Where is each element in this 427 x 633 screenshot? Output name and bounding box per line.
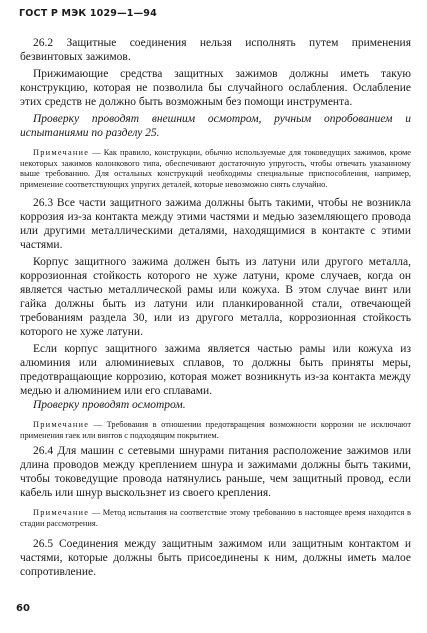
note-label: Примечание bbox=[33, 508, 90, 517]
clause-26-2: 26.2 Защитные соединения нельзя исполнять путем применения безвинтовых зажимов. bbox=[20, 37, 411, 63]
note-26-2 bbox=[20, 148, 411, 190]
note-26-4 bbox=[20, 508, 411, 529]
running-header: ГОСТ Р МЭК 1029—1—94 bbox=[19, 8, 157, 19]
clause-26-2-check: Проверку проводят внешним осмотром, ручным опробованием и испытаниями по разделу 25. bbox=[20, 113, 411, 139]
clause-26-3-check: Проверку проводят осмотром. bbox=[33, 399, 186, 411]
clause-26-3-aluminium: Если корпус защитного зажима является частью рамы или кожуха из алюминия или алюминиевых сплавов, то должны быть приняты меры, предотвращающие коррозию, которая может возникнуть из-за контакта между медью и алюминием или его сплавами. bbox=[20, 343, 411, 397]
note-text: — Как правило, конструкции, обычно используемые для токоведущих зажимов, кроме некоторых зажимов колонкового типа, обеспечивают достаточную упругость, чтобы отвечать указанному выше требованию. Для остальных конструкций необходимы специальные приспособления, например, применение соответствующих упругих деталей, которые невозможно снять случайно. bbox=[20, 148, 411, 189]
note-text: — Метод испытания на соответствие этому требованию в настоящее время находится в стадии рассмотрения. bbox=[20, 508, 411, 528]
clause-26-3-body: Корпус защитного зажима должен быть из латуни или другого металла, коррозионная стойкость которого не хуже латуни, кроме случаев, когда он является частью металлической рамы или кожуха. В этом случае винт или гайка должны быть из латуни или планкированной стали, отвечающей требованиям раздела 30, или из другого металла, коррозионная стойкость которого не хуже латуни. bbox=[20, 256, 411, 338]
clause-26-5: 26.5 Соединения между защитным зажимом или защитным контактом и частями, которые должны быть присоединены к ним, должны иметь малое сопротивление. bbox=[20, 538, 411, 578]
note-label: Примечание bbox=[33, 148, 90, 157]
note-26-3 bbox=[20, 420, 411, 441]
note-text: — Требования в отношении предотвращения возможности коррозии не исключают применения гаек или винтов с подходящим покрытием. bbox=[20, 420, 411, 440]
clause-26-3: 26.3 Все части защитного зажима должны быть такими, чтобы не возникла коррозия из-за контакта между этими частями и медью заземляющего провода или другими металлическими деталями, находящимися в контакте с этими частями. bbox=[20, 197, 411, 251]
page-number: 60 bbox=[16, 603, 30, 614]
page-body bbox=[20, 36, 411, 579]
clause-26-4: 26.4 Для машин с сетевыми шнурами питания расположение зажимов или длина проводов между креплением шнура и зажимами должны быть такими, чтобы токоведущие провода натянулись раньше, чем защитный провод, если кабель или шнур выскользнет из своего крепления. bbox=[20, 445, 411, 499]
clause-26-2-requirement: Прижимающие средства защитных зажимов должны иметь такую конструкцию, которая не позволила бы случайного ослабления. Ослабление этих средств не должно быть возможным без помощи инструмента. bbox=[20, 68, 411, 108]
note-label: Примечание bbox=[33, 420, 90, 429]
